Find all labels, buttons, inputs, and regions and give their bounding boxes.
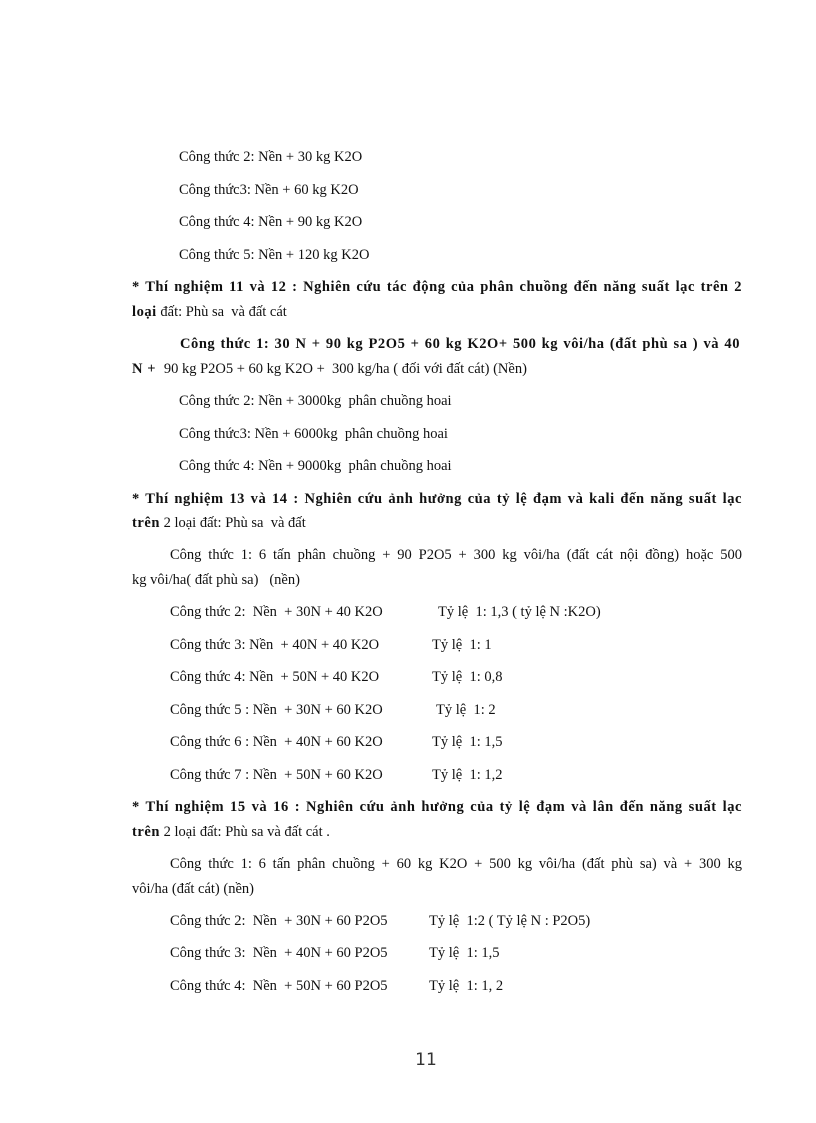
formula-rest-part: 90 kg P2O5 + 60 kg K2O + 300 kg/ha ( đối với đất cát) (Nền) bbox=[160, 361, 527, 377]
formula-cell: Công thức 4: Nền + 50N + 40 K2O bbox=[170, 669, 380, 685]
ratio-cell: Tỷ lệ 1: 1 bbox=[432, 637, 492, 653]
formula-base-line2: vôi/ha (đất cát) (nền) bbox=[132, 881, 254, 897]
heading-rest-text: 2 loại đất: Phù sa và đất bbox=[159, 515, 306, 531]
ratio-cell: Tỷ lệ 1: 1,5 bbox=[429, 945, 500, 961]
formula-base-line2 bbox=[132, 360, 527, 378]
ratio-cell: Tỷ lệ 1:2 ( Tỷ lệ N : P2O5) bbox=[429, 913, 591, 929]
formula-cell: Công thức 7 : Nền + 50N + 60 K2O bbox=[170, 767, 383, 783]
formula-base-line2: kg vôi/ha( đất phù sa) (nền) bbox=[132, 572, 300, 588]
section-heading: * Thí nghiệm 11 và 12 : Nghiên cứu tác động của phân chuồng đến năng suất lạc trên 2 bbox=[132, 279, 742, 295]
heading-bold-word: trên bbox=[132, 515, 160, 531]
formula-base-line1: Công thức 1: 6 tấn phân chuồng + 60 kg K2O + 500 kg vôi/ha (đất phù sa) và + 300 kg bbox=[170, 856, 742, 872]
heading-bold-word: trên bbox=[132, 824, 160, 840]
heading-rest-text: đất: Phù sa và đất cát bbox=[156, 304, 287, 320]
page-number: 11 bbox=[415, 1050, 437, 1070]
formula-line: Công thức 4: Nền + 9000kg phân chuồng hoai bbox=[179, 458, 452, 474]
ratio-cell: Tỷ lệ 1: 0,8 bbox=[432, 669, 503, 685]
section-heading-continuation bbox=[132, 303, 287, 321]
ratio-cell: Tỷ lệ 1: 1,2 bbox=[432, 767, 503, 783]
section-heading-continuation bbox=[132, 823, 330, 841]
section-heading-continuation bbox=[132, 514, 306, 532]
formula-line: Công thức 2: Nền + 3000kg phân chuồng hoai bbox=[179, 393, 452, 409]
formula-cell: Công thức 5 : Nền + 30N + 60 K2O bbox=[170, 702, 383, 718]
ratio-cell: Tỷ lệ 1: 1,5 bbox=[432, 734, 503, 750]
formula-base-line1: Công thức 1: 6 tấn phân chuồng + 90 P2O5 + 300 kg vôi/ha (đất cát nội đồng) hoặc 500 bbox=[170, 547, 742, 563]
formula-line: Công thức3: Nền + 6000kg phân chuồng hoai bbox=[179, 426, 448, 442]
ratio-cell: Tỷ lệ 1: 2 bbox=[436, 702, 496, 718]
formula-base-line1: Công thức 1: 30 N + 90 kg P2O5 + 60 kg K2O+ 500 kg vôi/ha (đất phù sa ) và 40 bbox=[180, 336, 740, 352]
section-heading: * Thí nghiệm 13 và 14 : Nghiên cứu ảnh hưởng của tỷ lệ đạm và kali đến năng suất lạc bbox=[132, 491, 742, 507]
ratio-cell: Tỷ lệ 1: 1, 2 bbox=[429, 978, 504, 994]
formula-line: Công thức 5: Nền + 120 kg K2O bbox=[179, 247, 370, 263]
formula-cell: Công thức 3: Nền + 40N + 40 K2O bbox=[170, 637, 380, 653]
formula-cell: Công thức 6 : Nền + 40N + 60 K2O bbox=[170, 734, 383, 750]
formula-cell: Công thức 2: Nền + 30N + 60 P2O5 bbox=[170, 913, 388, 929]
formula-bold-part: N + bbox=[132, 361, 161, 377]
formula-cell: Công thức 2: Nền + 30N + 40 K2O bbox=[170, 604, 383, 620]
formula-line: Công thức3: Nền + 60 kg K2O bbox=[179, 182, 359, 198]
formula-line: Công thức 4: Nền + 90 kg K2O bbox=[179, 214, 363, 230]
heading-rest-text: 2 loại đất: Phù sa và đất cát . bbox=[159, 824, 330, 840]
formula-line: Công thức 2: Nền + 30 kg K2O bbox=[179, 149, 363, 165]
formula-cell: Công thức 3: Nền + 40N + 60 P2O5 bbox=[170, 945, 388, 961]
formula-cell: Công thức 4: Nền + 50N + 60 P2O5 bbox=[170, 978, 388, 994]
heading-bold-word: loại bbox=[132, 304, 157, 320]
ratio-cell: Tỷ lệ 1: 1,3 ( tỷ lệ N :K2O) bbox=[438, 604, 601, 620]
section-heading: * Thí nghiệm 15 và 16 : Nghiên cứu ảnh hưởng của tỷ lệ đạm và lân đến năng suất lạc bbox=[132, 799, 742, 815]
